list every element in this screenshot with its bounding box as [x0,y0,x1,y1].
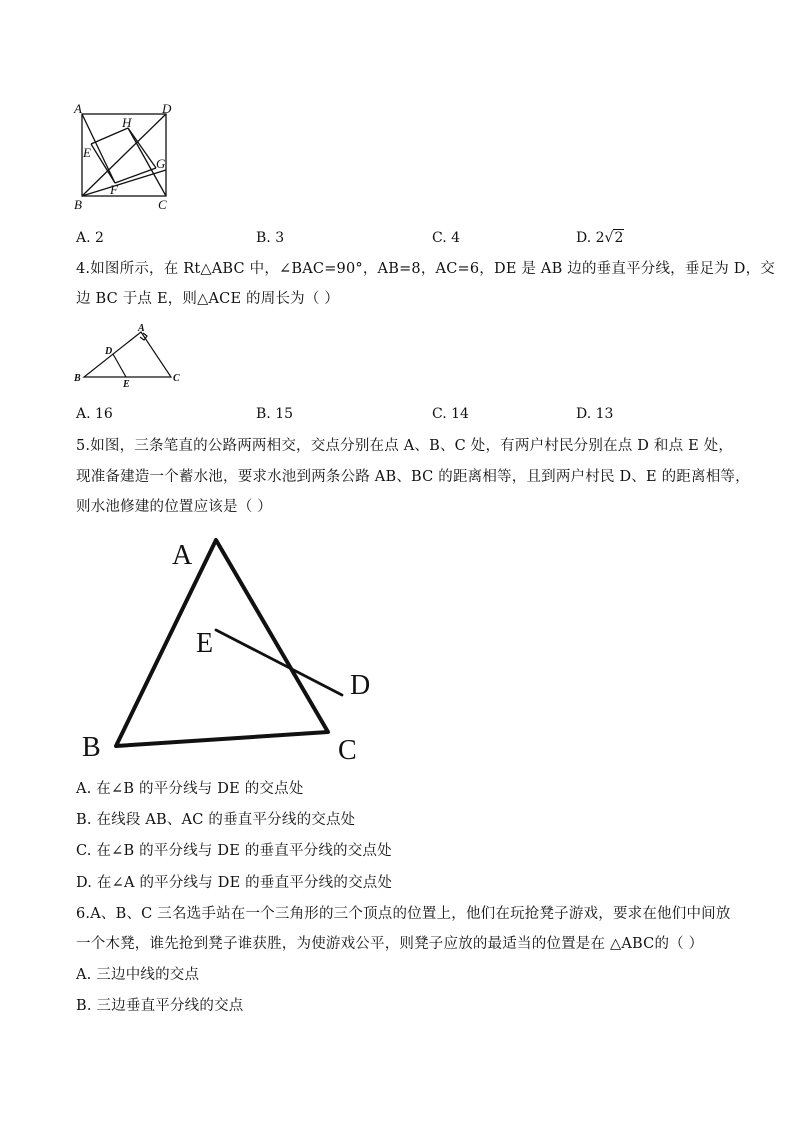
q5-text-line2: 现准备建造一个蓄水池，要求水池到两条公路 AB、BC 的距离相等，且到两户村民 D、E 的距离相等， [76,469,750,485]
label-H: H [122,115,132,130]
label-D: D [105,346,113,357]
q4-option-a[interactable]: A. 16 [76,406,113,422]
q6-text-line1: 6.A、B、C 三名选手站在一个三角形的三个顶点的位置上，他们在玩抢凳子游戏，要求在他们中间放 [76,906,731,922]
segment-DE [113,354,126,377]
label-E: E [196,628,214,659]
label-F: F [110,182,118,197]
label-G: G [156,156,166,171]
triangle-ABC [84,332,171,377]
label-B: B [82,732,101,763]
square-figure [70,98,180,213]
q6-text-line2: 一个木凳，谁先抢到凳子谁获胜，为使游戏公平，则凳子应放的最适当的位置是在 △ABC的（ ） [76,936,704,952]
label-C: C [173,373,180,384]
triangle-ABC [116,540,328,746]
q4-option-b[interactable]: B. 15 [256,406,294,422]
q3-option-d-radicand: 2 [614,230,624,246]
label-E: E [83,145,91,160]
label-C: C [158,197,167,212]
triangle-figure-q5 [76,530,396,770]
q4-text-line2: 边 BC 于点 E，则△ACE 的周长为（ ） [76,291,340,307]
label-B: B [74,373,81,384]
label-D: D [162,101,172,116]
q4-option-d[interactable]: D. 13 [576,406,614,422]
triangle-figure-q4 [70,320,190,390]
label-B: B [74,197,82,212]
label-A: A [138,323,145,334]
q5-option-a[interactable]: A. 在∠B 的平分线与 DE 的交点处 [76,781,304,797]
segment-HG [128,128,156,168]
q3-option-a[interactable]: A. 2 [76,230,104,246]
segment-ED [216,630,342,695]
sqrt-icon: √ [604,230,614,246]
q4-option-c[interactable]: C. 14 [432,406,469,422]
q3-option-c[interactable]: C. 4 [432,230,461,246]
q6-option-a[interactable]: A. 三边中线的交点 [76,967,200,983]
label-E: E [123,379,130,390]
q4-text-line1: 4.如图所示，在 Rt△ABC 中，∠BAC=90°，AB=8，AC=6，DE 是 AB 边的垂直平分线，垂足为 D，交 [76,261,775,277]
q5-text-line3: 则水池修建的位置应该是（ ） [76,499,272,515]
label-A: A [172,540,193,571]
label-D: D [350,670,371,701]
q3-option-b[interactable]: B. 3 [256,230,285,246]
q3-option-d[interactable] [576,228,624,248]
label-C: C [338,735,357,766]
q5-text-line1: 5.如图，三条笔直的公路两两相交，交点分别在点 A、B、C 处，有两户村民分别在点 D 和点 E 处， [76,438,734,454]
q3-option-d-label: D. 2 [576,230,605,246]
segment-EH [91,128,128,144]
q6-option-b[interactable]: B. 三边垂直平分线的交点 [76,998,244,1014]
segment-EF [91,144,115,183]
q5-option-b[interactable]: B. 在线段 AB、AC 的垂直平分线的交点处 [76,812,356,828]
q5-option-c[interactable]: C. 在∠B 的平分线与 DE 的垂直平分线的交点处 [76,843,392,859]
q5-option-d[interactable]: D. 在∠A 的平分线与 DE 的垂直平分线的交点处 [76,875,393,891]
label-A: A [74,101,82,116]
